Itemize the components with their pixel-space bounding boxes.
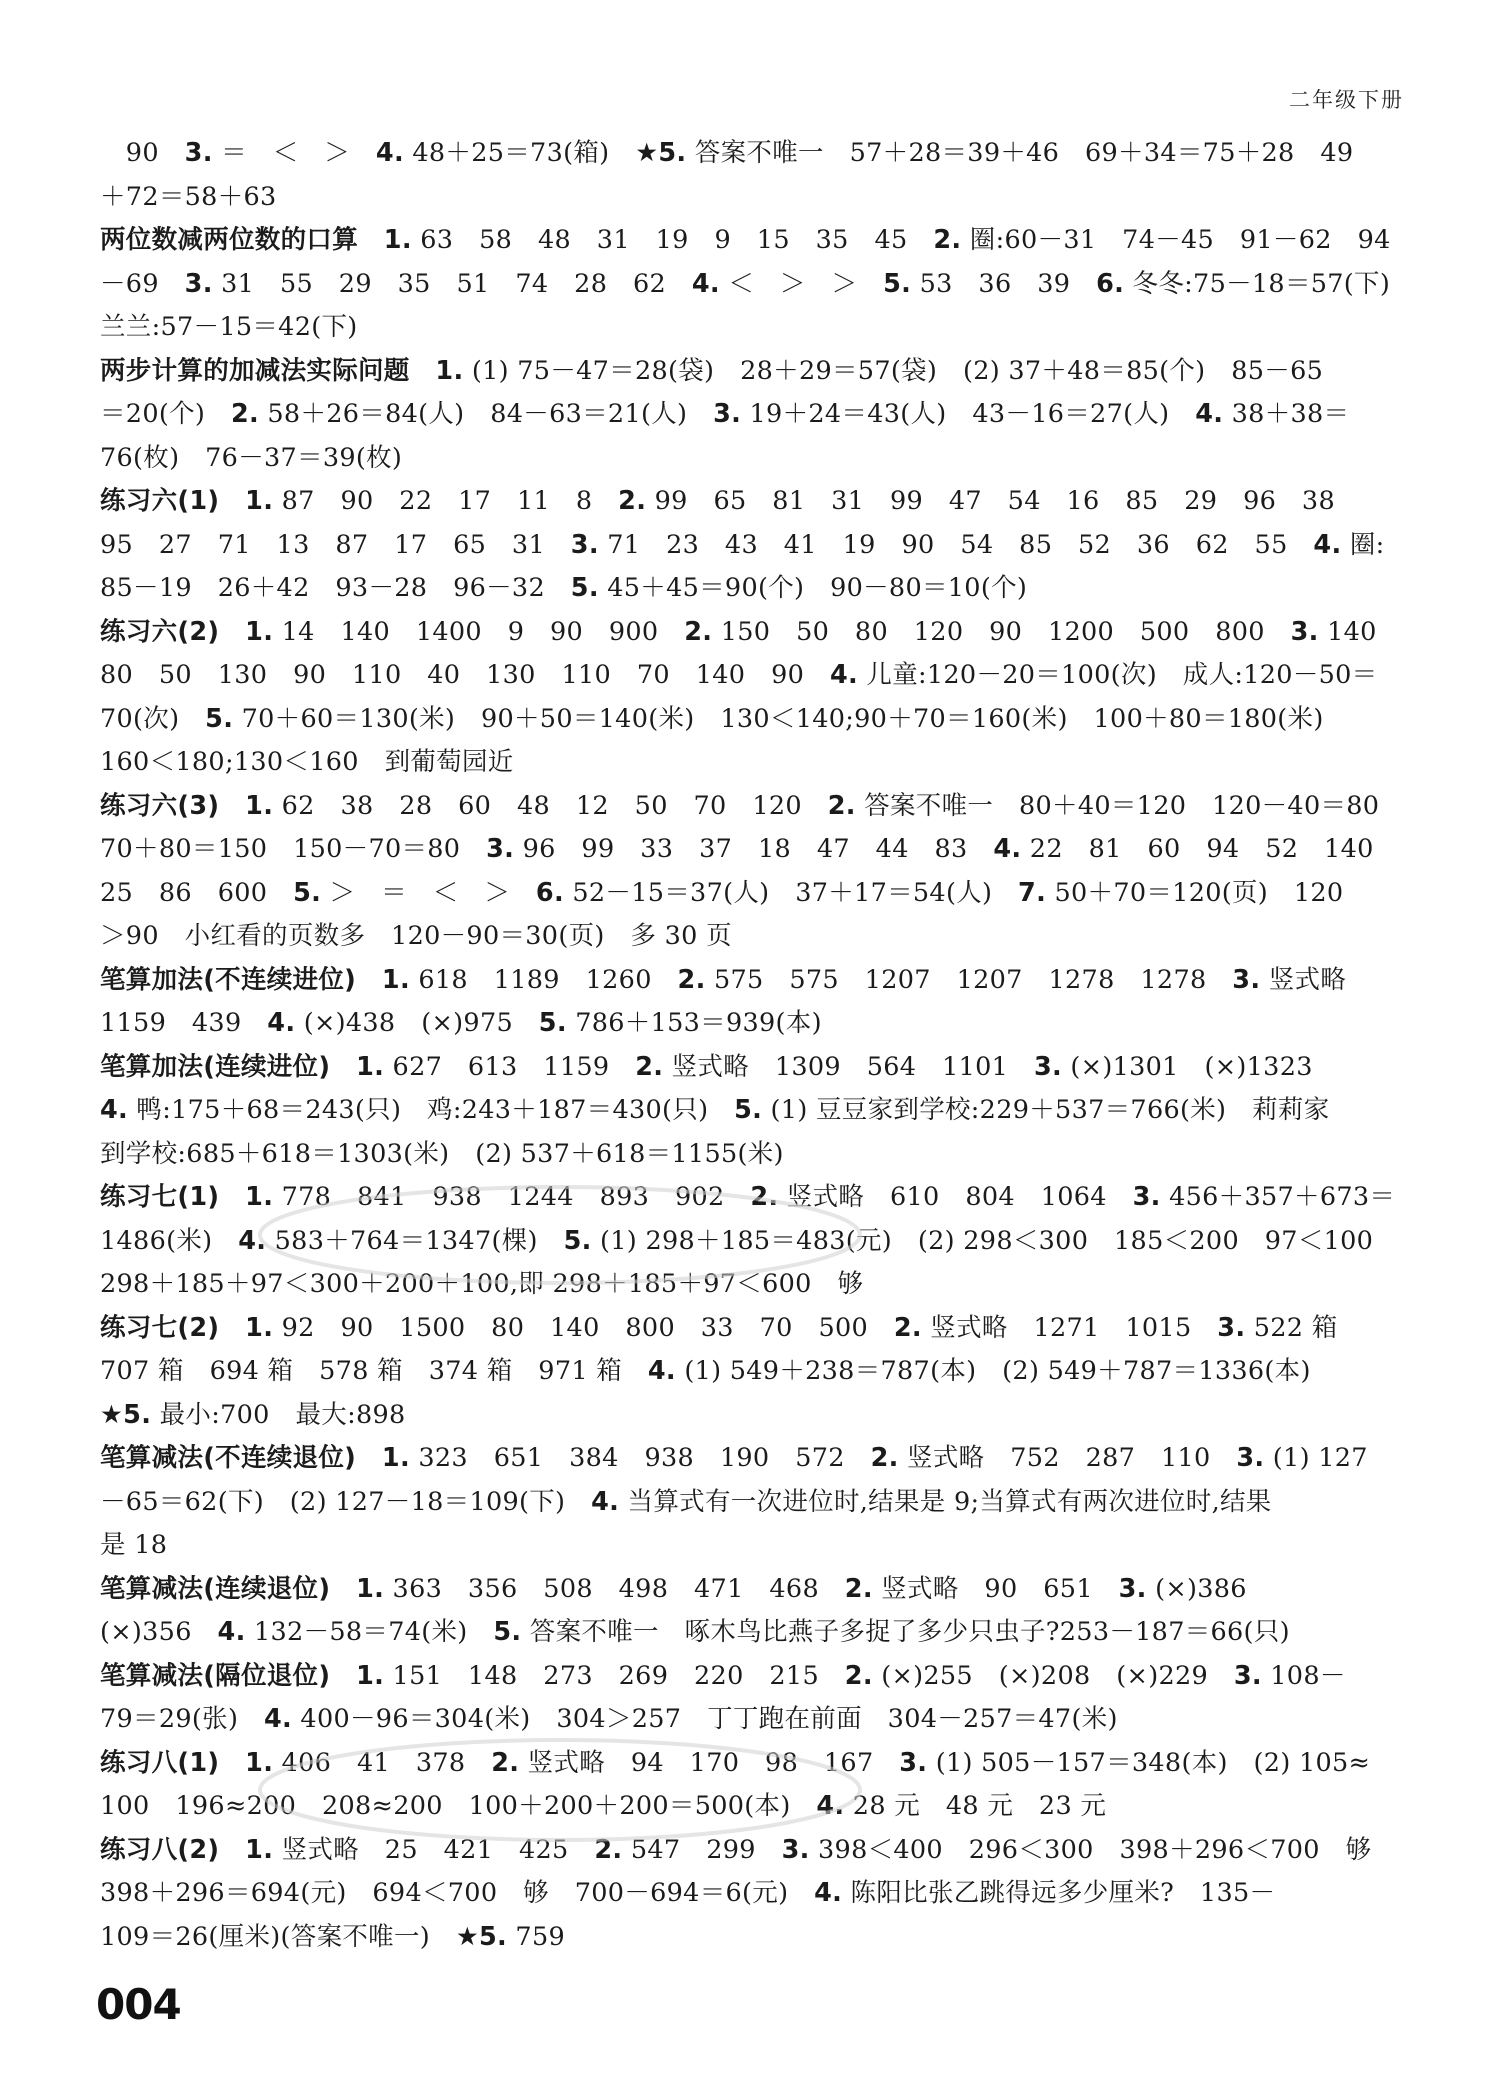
answer-line: 笔算加法(连续进位) 1. 627 613 1159 2. 竖式略 1309 564 1101 3. (×)1301 (×)1323 — [100, 1051, 1313, 1082]
answer-line: ＞90 小红看的页数多 120－90＝30(页) 多 30 页 — [100, 921, 732, 951]
answer-text — [100, 132, 1404, 1959]
answer-line: ★5. 最小:700 最大:898 — [100, 1399, 406, 1430]
answer-line: 笔算减法(隔位退位) 1. 151 148 273 269 220 215 2. (×)255 (×)208 (×)229 3. 108－ — [100, 1660, 1346, 1691]
answer-line: 85－19 26＋42 93－28 96－32 5. 45＋45＝90(个) 90－80＝10(个) — [100, 573, 1028, 603]
answer-line: ＋72＝58＋63 — [100, 181, 277, 212]
answer-line: 练习八(1) 1. 406 41 378 2. 竖式略 94 170 98 167 3. (1) 505－157＝348(本) (2) 105≈ — [100, 1747, 1371, 1778]
answer-line: 76(枚) 76－37＝39(枚) — [100, 442, 403, 473]
answer-line: 4. 鸭:175＋68＝243(只) 鸡:243＋187＝430(只) 5. (1) 豆豆家到学校:229＋537＝766(米) 莉莉家 — [100, 1095, 1330, 1125]
answer-line: 两位数减两位数的口算 1. 63 58 48 31 19 9 15 35 45 2. 圈:60－31 74－45 91－62 94 — [100, 225, 1391, 255]
answer-line: 100 196≈200 208≈200 100＋200＋200＝500(本) 4. 28 元 48 元 23 元 — [100, 1791, 1107, 1821]
answer-line: (×)356 4. 132－58＝74(米) 5. 答案不唯一 啄木鸟比燕子多捉了多少只虫子?253－187＝66(只) — [100, 1617, 1290, 1647]
answer-line: 1159 439 4. (×)438 (×)975 5. 786＋153＝939(本) — [100, 1008, 822, 1038]
answer-line: 160＜180;130＜160 到葡萄园近 — [100, 747, 514, 777]
answer-line: 练习七(2) 1. 92 90 1500 80 140 800 33 70 500 2. 竖式略 1271 1015 3. 522 箱 — [100, 1312, 1338, 1343]
answer-line: 笔算减法(不连续退位) 1. 323 651 384 938 190 572 2. 竖式略 752 287 110 3. (1) 127 — [100, 1443, 1368, 1473]
answer-line: 95 27 71 13 87 17 65 31 3. 71 23 43 41 19 90 54 85 52 36 62 55 4. 圈: — [100, 529, 1385, 560]
answer-line: 1486(米) 4. 583＋764＝1347(棵) 5. (1) 298＋185＝483(元) (2) 298＜300 185＜200 97＜100 — [100, 1225, 1374, 1256]
answer-line: 练习六(2) 1. 14 140 1400 9 90 900 2. 150 50 80 120 90 1200 500 800 3. 140 — [100, 616, 1377, 647]
answer-line: 298＋185＋97＜300＋200＋100,即 298＋185＋97＜600 够 — [100, 1269, 864, 1299]
answer-line: 练习八(2) 1. 竖式略 25 421 425 2. 547 299 3. 398＜400 296＜300 398＋296＜700 够 — [100, 1834, 1372, 1865]
answer-line: 79＝29(张) 4. 400－96＝304(米) 304＞257 丁丁跑在前面 304－257＝47(米) — [100, 1704, 1118, 1734]
answer-line: 笔算加法(不连续进位) 1. 618 1189 1260 2. 575 575 1207 1207 1278 1278 3. 竖式略 — [100, 964, 1347, 995]
answer-line: －69 3. 31 55 29 35 51 74 28 62 4. ＜ ＞ ＞ 5. 53 36 39 6. 冬冬:75－18＝57(下) — [100, 268, 1391, 299]
answer-line: 练习六(1) 1. 87 90 22 17 11 8 2. 99 65 81 31 99 47 54 16 85 29 96 38 — [100, 486, 1335, 516]
answer-line: －65＝62(下) (2) 127－18＝109(下) 4. 当算式有一次进位时,结果是 9;当算式有两次进位时,结果 — [100, 1486, 1272, 1517]
answer-line: 是 18 — [100, 1530, 168, 1560]
answer-line: 到学校:685＋618＝1303(米) (2) 537＋618＝1155(米) — [100, 1138, 784, 1169]
answer-line: 70＋80＝150 150－70＝80 3. 96 99 33 37 18 47 44 83 4. 22 81 60 94 52 140 — [100, 834, 1374, 864]
grade-label: 二年级下册 — [1289, 88, 1404, 112]
answer-line: 两步计算的加减法实际问题 1. (1) 75－47＝28(袋) 28＋29＝57(袋) (2) 37＋48＝85(个) 85－65 — [100, 355, 1324, 386]
answer-line: 707 箱 694 箱 578 箱 374 箱 971 箱 4. (1) 549＋238＝787(本) (2) 549＋787＝1336(本) — [100, 1356, 1311, 1386]
answer-line: 109＝26(厘米)(答案不唯一) ★5. 759 — [100, 1921, 566, 1952]
answer-line: 90 3. ＝ ＜ ＞ 4. 48＋25＝73(箱) ★5. 答案不唯一 57＋28＝39＋46 69＋34＝75＋28 49 — [100, 138, 1354, 168]
answer-line: 80 50 130 90 110 40 130 110 70 140 90 4. 儿童:120－20＝100(次) 成人:120－50＝ — [100, 660, 1378, 690]
answer-line: 70(次) 5. 70＋60＝130(米) 90＋50＝140(米) 130＜140;90＋70＝160(米) 100＋80＝180(米) — [100, 703, 1324, 734]
page-number: 004 — [96, 1980, 181, 2029]
answer-line: 398＋296＝694(元) 694＜700 够 700－694＝6(元) 4. 陈阳比张乙跳得远多少厘米? 135－ — [100, 1878, 1276, 1908]
answer-line: 兰兰:57－15＝42(下) — [100, 312, 358, 342]
answer-line: 25 86 600 5. ＞ ＝ ＜ ＞ 6. 52－15＝37(人) 37＋17＝54(人) 7. 50＋70＝120(页) 120 — [100, 877, 1344, 908]
answer-line: 练习六(3) 1. 62 38 28 60 48 12 50 70 120 2. 答案不唯一 80＋40＝120 120－40＝80 — [100, 790, 1380, 821]
answer-line: ＝20(个) 2. 58＋26＝84(人) 84－63＝21(人) 3. 19＋24＝43(人) 43－16＝27(人) 4. 38＋38＝ — [100, 399, 1350, 429]
answer-line: 笔算减法(连续退位) 1. 363 356 508 498 471 468 2. 竖式略 90 651 3. (×)386 — [100, 1573, 1247, 1604]
answer-line: 练习七(1) 1. 778 841 938 1244 893 902 2. 竖式略 610 804 1064 3. 456＋357＋673＝ — [100, 1182, 1396, 1212]
